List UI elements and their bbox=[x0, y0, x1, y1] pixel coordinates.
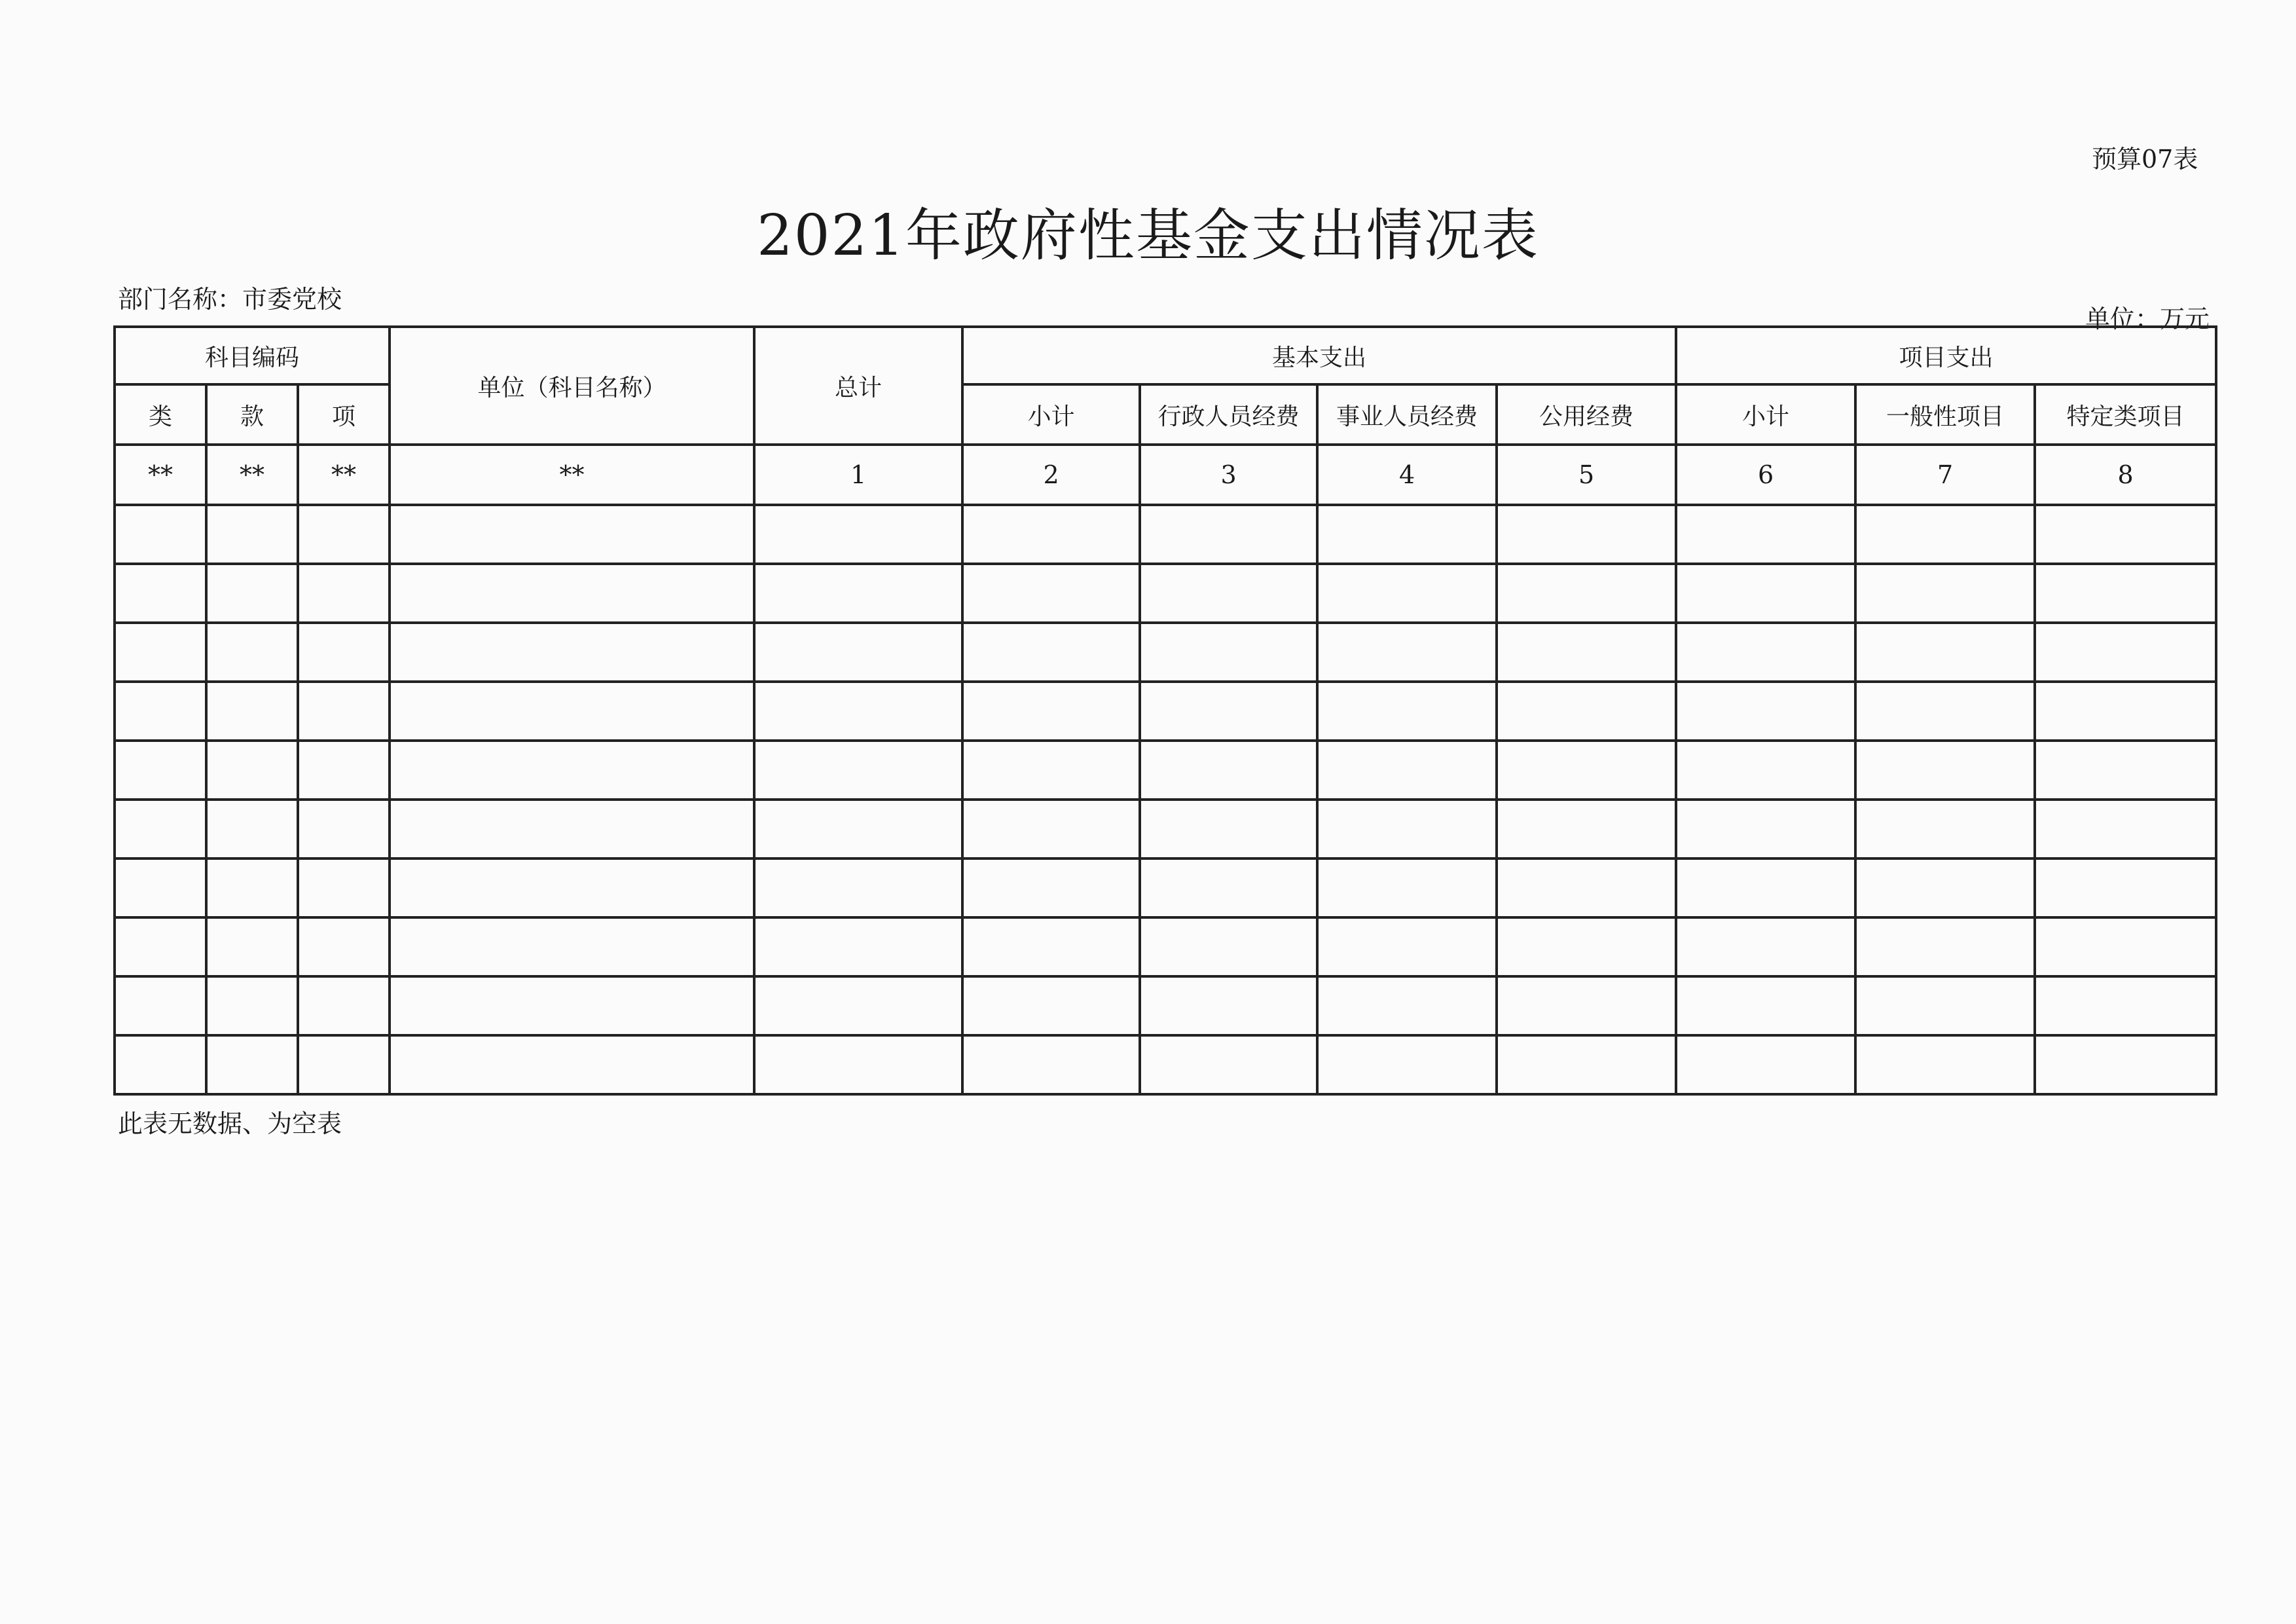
table-cell bbox=[115, 682, 206, 741]
index-cell: 8 bbox=[2035, 445, 2216, 505]
table-cell bbox=[2035, 976, 2216, 1035]
table-cell bbox=[1855, 623, 2035, 682]
header-admin-staff: 行政人员经费 bbox=[1140, 384, 1317, 445]
table-cell bbox=[206, 976, 298, 1035]
table-cell bbox=[1140, 976, 1317, 1035]
table-row bbox=[115, 1035, 2216, 1094]
table-cell bbox=[1855, 741, 2035, 800]
header-basic-expenditure: 基本支出 bbox=[962, 327, 1676, 384]
table-row bbox=[115, 976, 2216, 1035]
table-row bbox=[115, 505, 2216, 564]
table-cell bbox=[1676, 741, 1855, 800]
table-cell bbox=[206, 858, 298, 917]
table-cell bbox=[390, 800, 754, 858]
table-cell bbox=[1140, 505, 1317, 564]
table-cell bbox=[1497, 976, 1676, 1035]
table-cell bbox=[1140, 800, 1317, 858]
table-cell bbox=[115, 623, 206, 682]
table-cell bbox=[1855, 505, 2035, 564]
table-cell bbox=[390, 623, 754, 682]
index-cell: ** bbox=[206, 445, 298, 505]
table-cell bbox=[962, 976, 1140, 1035]
table-cell bbox=[962, 917, 1140, 976]
table-cell bbox=[298, 564, 390, 623]
table-cell bbox=[754, 917, 962, 976]
table-cell bbox=[754, 564, 962, 623]
table-cell bbox=[1497, 623, 1676, 682]
table-cell bbox=[2035, 858, 2216, 917]
header-institution-staff: 事业人员经费 bbox=[1317, 384, 1497, 445]
table-cell bbox=[2035, 800, 2216, 858]
table-cell bbox=[2035, 1035, 2216, 1094]
table-cell bbox=[1497, 917, 1676, 976]
unit-label: 单位：万元 bbox=[2085, 304, 2210, 333]
table-cell bbox=[754, 976, 962, 1035]
table-cell bbox=[962, 1035, 1140, 1094]
table-cell bbox=[206, 1035, 298, 1094]
table-cell bbox=[115, 505, 206, 564]
table-cell bbox=[1497, 682, 1676, 741]
table-cell bbox=[1497, 564, 1676, 623]
table-cell bbox=[1855, 858, 2035, 917]
header-project-subtotal: 小计 bbox=[1676, 384, 1855, 445]
table-cell bbox=[2035, 623, 2216, 682]
table-cell bbox=[1140, 1035, 1317, 1094]
table-cell bbox=[390, 505, 754, 564]
header-special-project: 特定类项目 bbox=[2035, 384, 2216, 445]
table-cell bbox=[1317, 858, 1497, 917]
index-cell: ** bbox=[390, 445, 754, 505]
header-kuan: 款 bbox=[206, 384, 298, 445]
table-cell bbox=[1855, 682, 2035, 741]
table-cell bbox=[1676, 917, 1855, 976]
table-cell bbox=[1676, 505, 1855, 564]
table-cell bbox=[298, 800, 390, 858]
table-cell bbox=[962, 800, 1140, 858]
table-cell bbox=[1855, 564, 2035, 623]
table-cell bbox=[115, 976, 206, 1035]
table-cell bbox=[1676, 858, 1855, 917]
table-cell bbox=[206, 741, 298, 800]
table-cell bbox=[390, 976, 754, 1035]
table-cell bbox=[298, 917, 390, 976]
table-cell bbox=[115, 858, 206, 917]
table-cell bbox=[2035, 917, 2216, 976]
table-cell bbox=[1855, 1035, 2035, 1094]
table-cell bbox=[1140, 741, 1317, 800]
table-cell bbox=[390, 858, 754, 917]
header-general-project: 一般性项目 bbox=[1855, 384, 2035, 445]
empty-table-note: 此表无数据、为空表 bbox=[118, 1109, 342, 1138]
table-cell bbox=[1140, 858, 1317, 917]
table-cell bbox=[298, 505, 390, 564]
table-cell bbox=[206, 564, 298, 623]
table-cell bbox=[115, 1035, 206, 1094]
header-row-1 bbox=[115, 327, 2216, 384]
table-cell bbox=[962, 741, 1140, 800]
table-cell bbox=[962, 505, 1140, 564]
index-cell: 7 bbox=[1855, 445, 2035, 505]
table-row bbox=[115, 564, 2216, 623]
header-total: 总计 bbox=[754, 327, 962, 445]
table-cell bbox=[1676, 564, 1855, 623]
table-cell bbox=[1497, 505, 1676, 564]
table-cell bbox=[754, 858, 962, 917]
table-cell bbox=[1317, 564, 1497, 623]
header-basic-subtotal: 小计 bbox=[962, 384, 1140, 445]
header-xiang: 项 bbox=[298, 384, 390, 445]
table-cell bbox=[1855, 976, 2035, 1035]
table-cell bbox=[298, 1035, 390, 1094]
index-cell: 1 bbox=[754, 445, 962, 505]
table-cell bbox=[298, 858, 390, 917]
table-cell bbox=[962, 623, 1140, 682]
table-cell bbox=[754, 623, 962, 682]
table-cell bbox=[115, 741, 206, 800]
header-unit-name: 单位（科目名称） bbox=[390, 327, 754, 445]
table-cell bbox=[754, 505, 962, 564]
table-cell bbox=[1317, 1035, 1497, 1094]
table-cell bbox=[390, 1035, 754, 1094]
table-cell bbox=[1317, 682, 1497, 741]
table-cell bbox=[115, 917, 206, 976]
table-body bbox=[115, 505, 2216, 1094]
table-cell bbox=[1497, 741, 1676, 800]
table-cell bbox=[962, 858, 1140, 917]
table-cell bbox=[206, 505, 298, 564]
table-cell bbox=[2035, 564, 2216, 623]
table-row bbox=[115, 741, 2216, 800]
table-cell bbox=[1676, 682, 1855, 741]
table-cell bbox=[1317, 623, 1497, 682]
header-public-funds: 公用经费 bbox=[1497, 384, 1676, 445]
header-lei: 类 bbox=[115, 384, 206, 445]
table-row bbox=[115, 623, 2216, 682]
table-cell bbox=[1676, 1035, 1855, 1094]
table-cell bbox=[754, 741, 962, 800]
header-subject-code: 科目编码 bbox=[115, 327, 390, 384]
table-cell bbox=[298, 682, 390, 741]
table-cell bbox=[2035, 505, 2216, 564]
table-cell bbox=[390, 564, 754, 623]
table-cell bbox=[962, 564, 1140, 623]
table-cell bbox=[1317, 505, 1497, 564]
table-cell bbox=[390, 741, 754, 800]
index-cell: 3 bbox=[1140, 445, 1317, 505]
index-cell: 4 bbox=[1317, 445, 1497, 505]
page-title: 2021年政府性基金支出情况表 bbox=[757, 203, 1539, 268]
table-cell bbox=[1855, 917, 2035, 976]
table-cell bbox=[206, 800, 298, 858]
table-cell bbox=[1317, 741, 1497, 800]
budget-table bbox=[113, 325, 2217, 1096]
table-cell bbox=[390, 682, 754, 741]
table-row bbox=[115, 917, 2216, 976]
table-cell bbox=[1676, 800, 1855, 858]
table-cell bbox=[1317, 917, 1497, 976]
table-cell bbox=[390, 917, 754, 976]
table-cell bbox=[206, 682, 298, 741]
table-cell bbox=[206, 917, 298, 976]
form-code: 预算07表 bbox=[2092, 145, 2198, 174]
index-cell: 6 bbox=[1676, 445, 1855, 505]
index-cell: 5 bbox=[1497, 445, 1676, 505]
table-cell bbox=[1317, 800, 1497, 858]
table-row bbox=[115, 858, 2216, 917]
table-cell bbox=[1497, 858, 1676, 917]
table-cell bbox=[298, 741, 390, 800]
table-cell bbox=[115, 800, 206, 858]
table-cell bbox=[1140, 564, 1317, 623]
table-cell bbox=[115, 564, 206, 623]
index-row bbox=[115, 445, 2216, 505]
table-cell bbox=[754, 682, 962, 741]
table-cell bbox=[1676, 976, 1855, 1035]
index-cell: ** bbox=[115, 445, 206, 505]
table-cell bbox=[2035, 682, 2216, 741]
index-cell: ** bbox=[298, 445, 390, 505]
table-cell bbox=[1676, 623, 1855, 682]
table-cell bbox=[754, 800, 962, 858]
header-project-expenditure: 项目支出 bbox=[1676, 327, 2216, 384]
table-cell bbox=[1140, 623, 1317, 682]
table-cell bbox=[1140, 682, 1317, 741]
table-cell bbox=[206, 623, 298, 682]
table-cell bbox=[298, 976, 390, 1035]
table-cell bbox=[754, 1035, 962, 1094]
table-cell bbox=[298, 623, 390, 682]
table-cell bbox=[962, 682, 1140, 741]
index-cell: 2 bbox=[962, 445, 1140, 505]
table-row bbox=[115, 800, 2216, 858]
department-label: 部门名称：市委党校 bbox=[118, 285, 342, 314]
table-cell bbox=[2035, 741, 2216, 800]
table-row bbox=[115, 682, 2216, 741]
table-cell bbox=[1497, 800, 1676, 858]
table-cell bbox=[1317, 976, 1497, 1035]
table-cell bbox=[1497, 1035, 1676, 1094]
table-cell bbox=[1140, 917, 1317, 976]
table-cell bbox=[1855, 800, 2035, 858]
